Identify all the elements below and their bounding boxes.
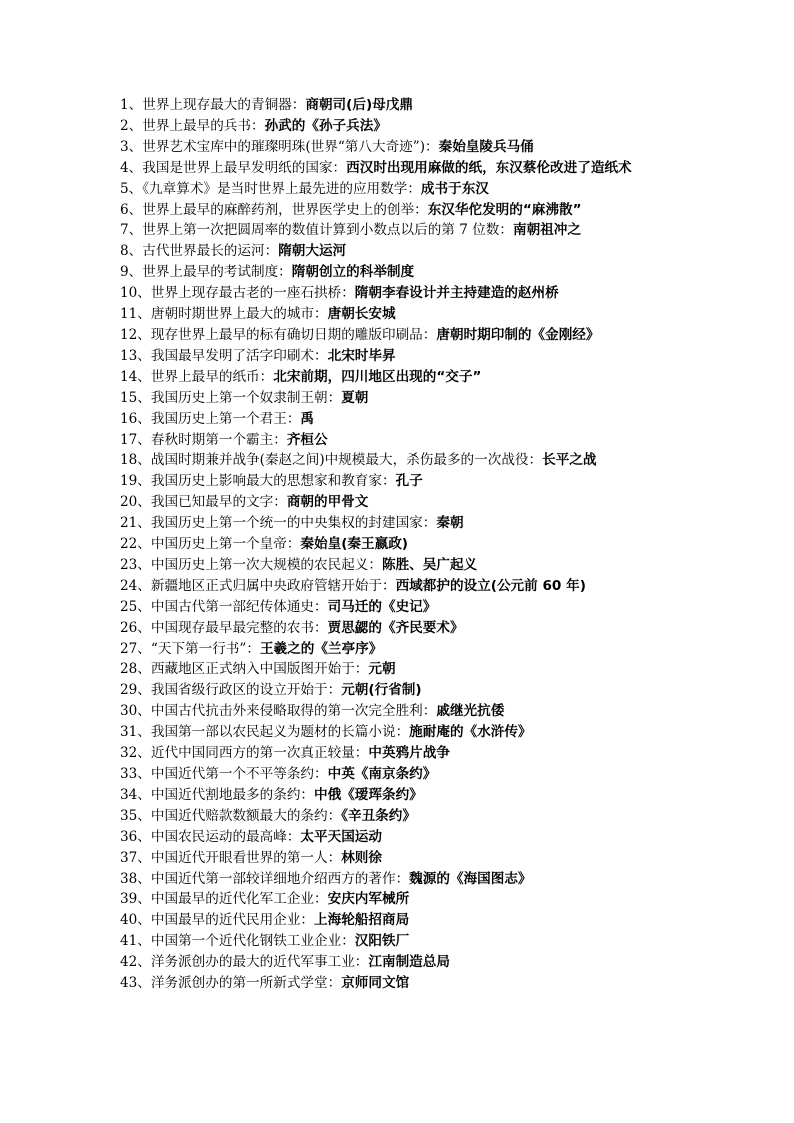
- item-answer: 成书于东汉: [420, 180, 489, 197]
- list-item: [120, 910, 680, 931]
- list-item: [120, 764, 680, 785]
- item-question: 16、我国历史上第一个君王：: [120, 410, 301, 427]
- item-question: 11、唐朝时期世界上最大的城市：: [120, 306, 328, 323]
- list-item: [120, 492, 680, 513]
- item-answer: 《辛丑条约》: [341, 807, 416, 824]
- item-question: 38、中国近代第一部较详细地介绍西方的著作：: [120, 870, 410, 887]
- list-item: [120, 179, 680, 200]
- item-question: 43、洋务派创办的第一所新式学堂：: [120, 975, 342, 992]
- item-answer: 元朝(行省制): [341, 682, 422, 699]
- item-question: 1、世界上现存最大的青铜器：: [120, 97, 306, 113]
- item-question: 33、中国近代第一个不平等条约：: [120, 766, 328, 782]
- item-answer: 秦朝: [436, 515, 464, 532]
- item-question: 25、中国古代第一部纪传体通史：: [120, 598, 328, 615]
- list-item: [120, 848, 680, 869]
- item-answer: 秦始皇(秦王嬴政): [300, 536, 409, 553]
- item-question: 22、中国历史上第一个皇帝：: [120, 536, 301, 553]
- item-answer: 王羲之的《兰亭序》: [259, 640, 383, 657]
- item-answer: 戚继光抗倭: [436, 703, 505, 720]
- item-question: 34、中国近代割地最多的条约：: [120, 786, 315, 803]
- item-answer: 孔子: [395, 473, 423, 490]
- item-answer: 太平天国运动: [300, 828, 382, 845]
- item-answer: 齐桓公: [286, 431, 328, 448]
- item-answer: 隋朝创立的科举制度: [291, 264, 415, 281]
- item-answer: 商朝司(后)母戊鼎: [305, 97, 413, 113]
- item-answer: 元朝: [368, 661, 396, 678]
- item-answer: 唐朝长安城: [327, 306, 396, 323]
- item-answer: 中英鸦片战争: [368, 745, 450, 762]
- item-question: 24、新疆地区正式归属中央政府管辖开始于：: [120, 577, 396, 594]
- list-item: [120, 576, 680, 597]
- item-question: 18、战国时期兼并战争(秦赵之间)中规模最大，杀伤最多的一次战役：: [120, 452, 543, 469]
- list-item: [120, 430, 680, 451]
- list-item: [120, 680, 680, 701]
- list-item: [120, 450, 680, 471]
- item-answer: 长平之战: [542, 452, 597, 469]
- item-answer: 隋朝大运河: [278, 243, 347, 260]
- item-question: 32、近代中国同西方的第一次真正较量：: [120, 745, 369, 762]
- list-item: [120, 241, 680, 262]
- item-question: 31、我国第一部以农民起义为题材的长篇小说：: [120, 724, 410, 741]
- list-item: [120, 931, 680, 952]
- item-answer: 林则徐: [341, 849, 382, 866]
- item-answer: 禹: [300, 410, 315, 427]
- item-answer: 孙武的《孙子兵法》: [264, 117, 387, 134]
- item-question: 36、中国农民运动的最高峰：: [120, 828, 301, 845]
- item-answer: 西汉时出现用麻做的纸，东汉蔡伦改进了造纸术: [346, 159, 632, 176]
- item-answer: 上海轮船招商局: [314, 912, 410, 929]
- item-question: 30、中国古代抗击外来侵略取得的第一次完全胜利：: [120, 703, 437, 720]
- list-item: [120, 137, 680, 158]
- item-question: 8、古代世界最长的运河：: [120, 243, 279, 260]
- item-question: 2、世界上最早的兵书：: [120, 117, 265, 134]
- item-question: 26、中国现存最早最完整的农书：: [120, 619, 328, 636]
- item-question: 41、中国第一个近代化钢铁工业企业：: [120, 933, 355, 950]
- list-item: [120, 555, 680, 576]
- list-item: [120, 262, 680, 283]
- document-body: [120, 95, 680, 994]
- item-answer: 贾思勰的《齐民要术》: [327, 619, 464, 636]
- item-answer: 陈胜、吴广起义: [381, 556, 478, 573]
- list-item: [120, 304, 680, 325]
- item-question: 5、《九章算术》是当时世界上最先进的应用数学：: [120, 180, 421, 197]
- item-answer: 汉阳铁厂: [354, 933, 410, 950]
- item-answer: 商朝的甲骨文: [286, 494, 369, 511]
- item-question: 37、中国近代开眼看世界的第一人：: [120, 849, 342, 866]
- list-item: [120, 367, 680, 388]
- item-question: 4、我国是世界上最早发明纸的国家：: [120, 159, 347, 176]
- list-item: [120, 325, 680, 346]
- list-item: [120, 722, 680, 743]
- list-item: [120, 639, 680, 660]
- item-answer: 夏朝: [341, 389, 369, 406]
- list-item: [120, 409, 680, 430]
- list-item: [120, 659, 680, 680]
- item-answer: 中英《南京条约》: [327, 766, 437, 782]
- item-answer: 京师同文馆: [341, 975, 410, 992]
- item-question: 14、世界上最早的纸币：: [120, 368, 274, 385]
- item-question: 19、我国历史上影响最大的思想家和教育家：: [120, 473, 396, 490]
- list-item: [120, 806, 680, 827]
- item-answer: 东汉华佗发明的“麻沸散”: [427, 201, 582, 218]
- list-item: [120, 471, 680, 492]
- item-answer: 魏源的《海国图志》: [409, 870, 532, 887]
- item-question: 27、“天下第一行书”：: [120, 640, 260, 657]
- item-question: 12、现存世界上最早的标有确切日期的雕版印刷品：: [120, 326, 437, 343]
- list-item: [120, 95, 680, 116]
- item-question: 13、我国最早发明了活字印刷术：: [120, 347, 328, 364]
- list-item: [120, 200, 680, 221]
- item-question: 10、世界上现存最古老的一座石拱桥：: [120, 285, 355, 302]
- item-question: 7、世界上第一次把圆周率的数值计算到小数点以后的第 7 位数：: [120, 222, 513, 239]
- item-answer: 秦始皇陵兵马俑: [438, 138, 534, 155]
- list-item: [120, 220, 680, 241]
- list-item: [120, 534, 680, 555]
- list-item: [120, 869, 680, 890]
- list-item: [120, 513, 680, 534]
- list-item: [120, 597, 680, 618]
- list-item: [120, 388, 680, 409]
- item-question: 3、世界艺术宝库中的璀璨明珠(世界“第八大奇迹”)：: [120, 138, 439, 155]
- item-answer: 中俄《瑷珲条约》: [314, 786, 423, 803]
- list-item: [120, 346, 680, 367]
- item-question: 42、洋务派创办的最大的近代军事工业：: [120, 954, 369, 971]
- list-item: [120, 116, 680, 137]
- item-question: 21、我国历史上第一个统一的中央集权的封建国家：: [120, 515, 437, 532]
- list-item: [120, 889, 680, 910]
- item-answer: 西域都护的设立(公元前 60 年): [395, 577, 586, 594]
- item-answer: 北宋前期，四川地区出现的“交子”: [273, 368, 482, 385]
- item-question: 39、中国最早的近代化军工企业：: [120, 891, 328, 908]
- list-item: [120, 785, 680, 806]
- item-answer: 安庆内军械所: [327, 891, 410, 908]
- list-item: [120, 618, 680, 639]
- item-question: 20、我国已知最早的文字：: [120, 494, 287, 511]
- list-item: [120, 283, 680, 304]
- list-item: [120, 973, 680, 994]
- item-answer: 施耐庵的《水浒传》: [409, 724, 532, 741]
- item-question: 23、中国历史上第一次大规模的农民起义：: [120, 556, 382, 573]
- item-question: 9、世界上最早的考试制度：: [120, 264, 292, 281]
- item-question: 35、中国近代赔款数额最大的条约：: [120, 807, 342, 824]
- list-item: [120, 952, 680, 973]
- item-answer: 北宋时毕昇: [327, 347, 396, 364]
- item-question: 28、西藏地区正式纳入中国版图开始于：: [120, 661, 369, 678]
- item-question: 40、中国最早的近代民用企业：: [120, 912, 315, 929]
- item-answer: 南朝祖冲之: [512, 222, 581, 239]
- item-answer: 唐朝时期印制的《金刚经》: [436, 326, 600, 343]
- list-item: [120, 158, 680, 179]
- list-item: [120, 701, 680, 722]
- item-question: 15、我国历史上第一个奴隶制王朝：: [120, 389, 342, 406]
- item-answer: 江南制造总局: [368, 954, 450, 971]
- item-question: 6、世界上最早的麻醉药剂，世界医学史上的创举：: [120, 201, 428, 218]
- item-question: 29、我国省级行政区的设立开始于：: [120, 682, 342, 699]
- list-item: [120, 827, 680, 848]
- item-answer: 司马迁的《史记》: [327, 598, 437, 615]
- list-item: [120, 743, 680, 764]
- item-question: 17、春秋时期第一个霸主：: [120, 431, 287, 448]
- item-answer: 隋朝李春设计并主持建造的赵州桥: [354, 285, 559, 302]
